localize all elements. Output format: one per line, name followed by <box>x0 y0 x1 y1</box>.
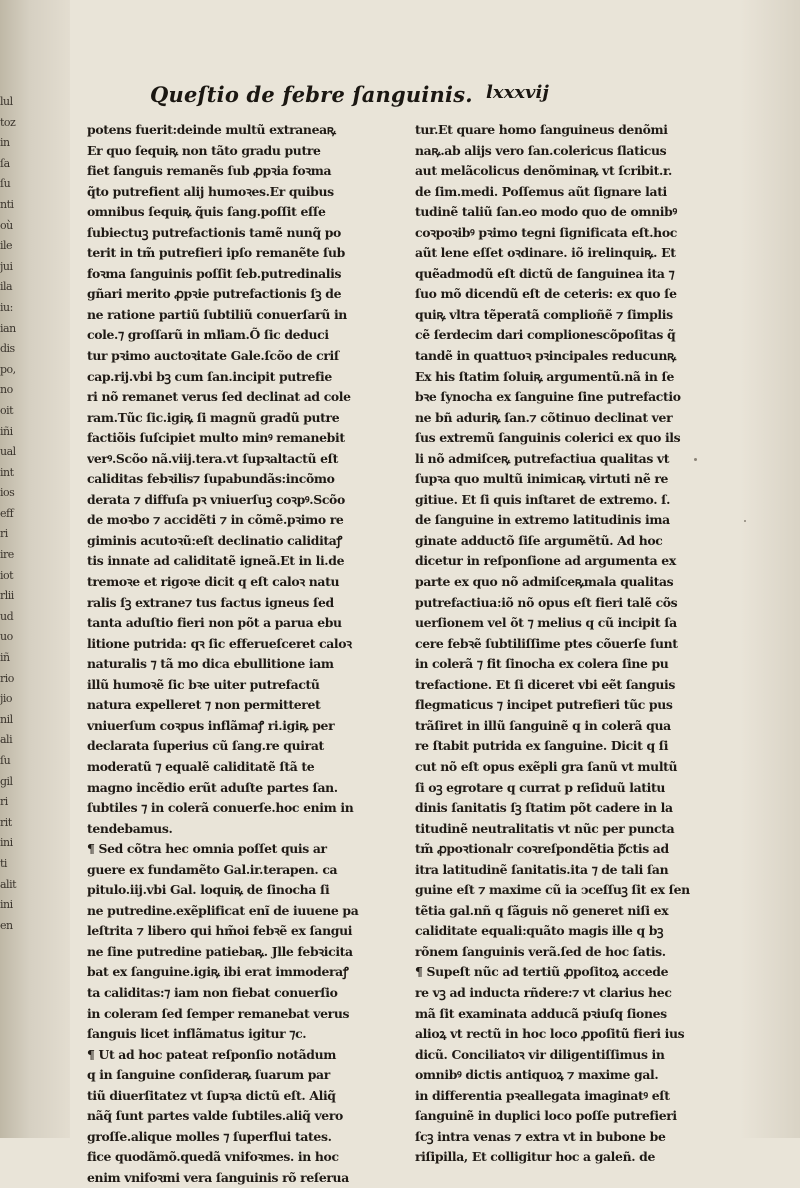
text-line: tremoꝛe et rigoꝛe dicit q eſt caloꝛ natu <box>87 574 340 590</box>
text-line: fice quodãmõ.quedã vnifoꝛmes. in hoc <box>87 1149 339 1165</box>
fragment-line: ios <box>0 486 15 500</box>
text-line: ſi oꝫ egrotare q currat p reſiduũ latitu <box>415 779 666 795</box>
text-line: fiet ſanguis remanẽs ſub ꝓpꝛia foꝛma <box>87 163 332 179</box>
text-line: foꝛma ſanguinis poſſit ſeb.putredinalis <box>87 265 342 281</box>
text-line: ¶ Ut ad hoc pateat reſponſio notãdum <box>87 1046 337 1062</box>
fragment-line: ila <box>0 280 13 294</box>
text-line: in coleram ſed ſemper remanebat verus <box>87 1005 350 1021</box>
text-line: bat ex ſanguine.igiꝶ ibi erat immoderaꝭ <box>87 964 349 980</box>
text-line: guere ex fundamẽto Gal.ir.terapen. ca <box>87 861 338 877</box>
fragment-line: ri <box>0 795 8 809</box>
text-line: itra latitudinẽ ſanitatis.ita ⁊ de tali ſan <box>415 861 669 877</box>
text-line: re vꝫ ad inducta rñdere:⁊ vt clarius hec <box>415 984 672 1000</box>
text-line: trãſiret in illũ ſanguinẽ q in colerã qua <box>415 717 671 733</box>
fragment-line: dis <box>0 342 15 356</box>
text-line: li nõ admiſceꝶ putrefactiua qualitas vt <box>415 450 670 466</box>
paper-speck <box>744 520 746 522</box>
text-line: ſus extremũ ſanguinis colerici ex quo ils <box>415 430 681 446</box>
text-line: rõnem ſanguinis verã.ſed de hoc ſatis. <box>415 943 666 959</box>
left-text-column <box>87 120 387 1188</box>
text-line: cole.⁊ groſſarũ in mľiam.Õ ſic deduci <box>87 327 329 343</box>
right-text-column <box>415 120 717 1168</box>
text-line: omnibus ſequiꝶ q̃uis ſang.poſſit eſſe <box>87 204 326 220</box>
text-line: de ſim.medi. Poſſemus aũt ſignare lati <box>415 183 667 199</box>
text-line: terit in tm̃ putrefieri ipſo remanẽte ſub <box>87 245 345 261</box>
fragment-line: ali <box>0 733 13 747</box>
text-line: potens fuerit:deinde multũ extraneaꝶ <box>87 122 336 137</box>
fragment-line: gil <box>0 774 13 788</box>
fragment-line: jui <box>0 259 13 273</box>
text-line: mã ſit examinata adducã pꝛiuſq ſiones <box>415 1005 667 1021</box>
fragment-line: iu: <box>0 300 13 314</box>
text-line: ne ratione partiũ ſubtiliũ conuerſarũ in <box>87 306 347 322</box>
text-line: ram.Tũc ſic.igiꝶ ſi magnũ gradũ putre <box>87 409 340 425</box>
fragment-line: en <box>0 918 13 932</box>
text-line: caliditate equali:quãto magis ille q bꝫ <box>415 923 664 939</box>
text-line: ſcꝫ intra venas ⁊ extra vt in bubone be <box>415 1128 666 1144</box>
text-line: Er quo ſequiꝶ non tãto gradu putre <box>87 142 321 158</box>
running-title: Queſtio de febre ſanguinis. <box>150 82 473 107</box>
fragment-line: ri <box>0 527 8 541</box>
fragment-line: rlii <box>0 589 14 603</box>
text-line: tandẽ in quattuoꝛ pꝛincipales reducunꝶ <box>415 348 677 364</box>
fragment-line: ti <box>0 856 7 870</box>
fragment-line: lul <box>0 95 13 108</box>
text-line: pitulo.iij.vbi Gal. loquiꝶ de ſinocha ſi <box>87 882 330 898</box>
text-line: derata ⁊ diffuſa pꝛ vniuerſuꝫ coꝛpꝰ.Scõo <box>87 491 345 507</box>
text-line: Ex his ſtatim ſoluiꝶ argumentũ.nã in ſe <box>415 368 674 384</box>
text-line: q̃to putrefient alij humoꝛes.Er quibus <box>87 183 334 199</box>
fragment-line: po, <box>0 362 16 376</box>
text-line: parte ex quo nõ admiſceꝶmala qualitas <box>415 574 674 590</box>
fragment-line: nti <box>0 197 14 211</box>
fragment-line: ſu <box>0 754 11 767</box>
text-line: verꝰ.Scõo nã.viij.tera.vt ſupꝛaltactũ eſt <box>87 450 339 466</box>
fragment-line: ual <box>0 445 16 459</box>
fragment-line: nil <box>0 712 13 726</box>
page-header <box>150 82 630 116</box>
text-line: de moꝛbo ⁊ accidẽti ⁊ in cõmẽ.pꝛimo re <box>87 512 344 528</box>
text-line: ¶ Supeſt nũc ad tertiũ ꝓpoſitoꝝ accede <box>415 964 669 980</box>
text-line: putrefactiua:iõ nõ opus eſt fieri talẽ cõs <box>415 594 678 610</box>
text-line: ſanguis licet inflãmatus igitur ⁊c. <box>87 1026 307 1042</box>
text-line: tur pꝛimo auctoꝛitate Gale.ſcõo de criſ <box>87 348 339 364</box>
text-line: re ſtabit putrida ex ſanguine. Dicit q ſi <box>415 738 669 754</box>
text-line: in colerã ⁊ fit ſinocha ex colera ſine pu <box>415 656 669 672</box>
text-line: naꝶ.ab alijs vero ſan.colericus ſlaticus <box>415 142 667 158</box>
fragment-line: ian <box>0 321 16 335</box>
text-line: aũt lene eſſet oꝛdinare. iõ irelinquiꝶ. Et <box>415 245 676 261</box>
text-line: dinis ſanitatis ſꝫ ſtatim põt cadere in la <box>415 800 673 816</box>
text-line: ta caliditas:⁊ iam non fiebat conuerſio <box>87 984 338 1000</box>
text-line: enim vnifoꝛmi vera ſanguinis rõ reſerua <box>87 1169 349 1185</box>
text-line: tm̃ ꝓpoꝛtionalr coꝛreſpondẽtia pᷓctis ad <box>415 841 669 857</box>
text-line: uerſionem vel õt ⁊ melius q cũ incipit ſa <box>415 615 677 631</box>
text-line: flegmaticus ⁊ incipet putrefieri tũc pus <box>415 697 673 713</box>
text-line: ſupꝛa quo multũ inimicaꝶ virtuti nẽ re <box>415 471 669 487</box>
fragment-line: no <box>0 383 13 397</box>
fragment-line: jio <box>0 692 13 706</box>
text-line: ginate adductõ ſiſe argumẽtũ. Ad hoc <box>415 532 663 548</box>
text-line: quẽadmodũ eſt dictũ de ſanguinea ita ⁊ <box>415 265 675 281</box>
text-line: ne ſine putredine patiebaꝶ. Jlle febꝛicita <box>87 943 353 959</box>
adjacent-page-fragment <box>0 92 36 936</box>
fragment-line: ſa <box>0 156 10 170</box>
text-line: ri nõ remanet verus ſed declinat ad cole <box>87 389 351 405</box>
fragment-line: iñi <box>0 424 13 438</box>
text-line: ¶ Sed cõtra hec omnia poſſet quis ar <box>87 841 327 857</box>
folio-number: lxxxvij <box>486 82 549 103</box>
fragment-line: eff <box>0 506 14 520</box>
text-line: bꝛe ſynocha ex ſanguine ſine putrefactio <box>415 389 681 405</box>
text-line: guine eſt ⁊ maxime cũ ia ↄceſſuꝫ ſit ex ſen <box>415 882 690 898</box>
text-line: coꝛpoꝛibꝰ pꝛimo tegni ſignificata eſt.hoc <box>415 224 677 240</box>
text-line: gñari merito ꝓpꝛie putrefactionis ſꝫ de <box>87 286 342 302</box>
fragment-line: uo <box>0 630 13 644</box>
fragment-line: ini <box>0 836 13 850</box>
text-line: illũ humoꝛẽ ſic bꝛe uiter putrefactũ <box>87 676 320 692</box>
text-line: ſuo mõ dicendũ eſt de ceteris: ex quo ſe <box>415 286 677 302</box>
fragment-line: ire <box>0 548 14 562</box>
text-line: alioꝝ vt rectũ in hoc loco ꝓpoſitũ fieri ius <box>415 1026 685 1042</box>
text-line: titudinẽ neutralitatis vt nũc per puncta <box>415 820 675 836</box>
text-line: ne putredine.exẽplificat enĩ de iuuene pa <box>87 902 359 918</box>
text-line: vniuerſum coꝛpus inflãmaꝭ ri.igiꝶ per <box>87 717 335 733</box>
text-line: cap.rij.vbi bꝫ cum ſan.incipit putrefie <box>87 368 332 384</box>
text-line: caliditas febꝛilis⁊ ſupabundãs:incõmo <box>87 471 335 487</box>
text-line: aut melãcolicus denõminaꝶ vt ſcribit.r. <box>415 163 673 179</box>
fragment-line: ini <box>0 898 13 912</box>
fragment-line: in <box>0 136 10 150</box>
fragment-line: rio <box>0 671 14 685</box>
text-line: groſſe.alique molles ⁊ ſuperflui tates. <box>87 1128 332 1144</box>
text-line: tudinẽ taliũ ſan.eo modo quo de omnibꝰ <box>415 204 677 220</box>
paper-speck <box>694 458 697 461</box>
text-line: dicetur in reſponſione ad argumenta ex <box>415 553 676 569</box>
text-line: omnibꝰ dictis antiquoꝝ ⁊ maxime gal. <box>415 1067 659 1083</box>
fragment-line: toz <box>0 115 16 129</box>
text-line: trefactione. Et ſi diceret vbi eẽt ſanguis <box>415 676 676 692</box>
text-line: factiõis ſuſcipiet multo minꝰ remanebit <box>87 430 345 446</box>
text-line: declarata ſuperius cũ ſang.re quirat <box>87 738 324 754</box>
text-line: ralis ſꝫ extrane⁊ tus factus igneus ſed <box>87 594 334 610</box>
text-line: giminis acutoꝛũ:eſt declinatio caliditaꝭ <box>87 532 343 548</box>
fragment-line: où <box>0 218 13 232</box>
text-line: dicũ. Conciliatoꝛ vir diligentiſſimus in <box>415 1046 665 1062</box>
text-line: ſubtiles ⁊ in colerã conuerſe.hoc enim in <box>87 800 354 816</box>
text-line: tur.Et quare homo ſanguineus denõmi <box>415 122 668 137</box>
text-line: de ſanguine in extremo latitudinis ima <box>415 512 670 528</box>
text-line: gitiue. Et ſi quis inſtaret de extremo. ſ. <box>415 491 671 507</box>
text-line: leſtrita ⁊ libero qui hm̃oi febꝛẽ ex ſangui <box>87 923 353 939</box>
text-line: natura expelleret ⁊ non permitteret <box>87 697 321 713</box>
text-line: nãq̃ ſunt partes valde ſubtiles.aliq̃ vero <box>87 1108 343 1124</box>
text-line: tendebamus. <box>87 820 173 836</box>
fragment-line: iot <box>0 568 14 582</box>
fragment-line: oit <box>0 403 14 417</box>
fragment-line: rit <box>0 815 12 829</box>
fragment-line: int <box>0 465 14 479</box>
text-line: magno incẽdio erũt aduſte partes ſan. <box>87 779 338 795</box>
fragment-line: ſu <box>0 177 11 191</box>
text-line: tanta aduſtio fieri non põt a parua ebu <box>87 615 342 631</box>
text-line: cere febꝛẽ ſubtiliſſime ptes cõuerſe ſunt <box>415 635 678 651</box>
text-line: cẽ ſerdecim dari complionescõpoſitas q̃ <box>415 327 676 343</box>
text-line: cut nõ eſt opus exẽpli gra ſanũ vt multũ <box>415 758 678 774</box>
text-line: moderatũ ⁊ equalẽ caliditatẽ ſtã te <box>87 758 315 774</box>
text-line: ne bñ aduriꝶ ſan.⁊ cõtinuo declinat ver <box>415 409 673 425</box>
fragment-line: iñ <box>0 651 10 665</box>
text-line: riſipilla, Et colligitur hoc a galeñ. de <box>415 1149 656 1165</box>
fragment-line: ud <box>0 609 14 623</box>
text-line: tis innate ad caliditatẽ igneã.Et in li.de <box>87 553 345 569</box>
right-page-shadow <box>740 0 800 1138</box>
fragment-line: alit <box>0 877 17 891</box>
text-line: naturalis ⁊ tã mo dica ebullitione iam <box>87 656 334 672</box>
text-line: in differentia pꝛeallegata imaginatꝰ eſt <box>415 1087 670 1103</box>
text-line: q in ſanguine conſideraꝶ ſuarum par <box>87 1067 330 1083</box>
text-line: ſubiectuꝫ putrefactionis tamẽ nunq̃ po <box>87 224 341 240</box>
fragment-line: ile <box>0 239 13 253</box>
text-line: ſanguinẽ in duplici loco poſſe putrefieri <box>415 1108 677 1124</box>
text-line: tiũ diuerſitatez vt ſupꝛa dictũ eſt. Aliq̃ <box>87 1087 336 1103</box>
text-line: litione putrida: qꝛ ſic efferueſceret caloꝛ <box>87 635 352 651</box>
text-line: quiꝶ vltra tẽperatã complioñẽ ⁊ ſimplis <box>415 306 673 322</box>
text-line: tẽtia gal.nñ q ſãguis nõ generet niſi ex <box>415 902 669 918</box>
